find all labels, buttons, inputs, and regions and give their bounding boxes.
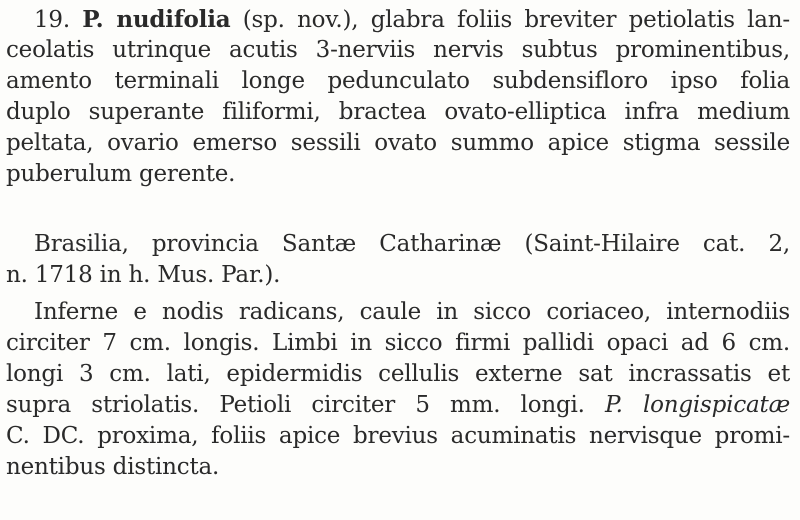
text-segment: ceolatis utrinque acutis 3-nerviis nervis subtus prominentibus, bbox=[6, 37, 790, 63]
text-segment: peltata, ovario emerso sessili ovato summo apice stigma sessile bbox=[6, 130, 790, 156]
text-line bbox=[6, 4, 790, 35]
text-line bbox=[6, 229, 790, 260]
paragraph-locality bbox=[6, 229, 790, 291]
text-segment: nentibus distincta. bbox=[6, 454, 220, 480]
text-segment: 19. bbox=[34, 7, 83, 33]
text-segment: amento terminali longe pedunculato subdensifloro ipso folia bbox=[6, 68, 790, 94]
text-line bbox=[6, 260, 790, 291]
text-segment: (sp. nov.), glabra foliis breviter petiolatis lan- bbox=[230, 7, 790, 33]
text-line bbox=[6, 97, 790, 128]
text-line bbox=[6, 297, 790, 328]
text-line bbox=[6, 128, 790, 159]
text-segment: Inferne e nodis radicans, caule in sicco coriaceo, internodiis bbox=[34, 299, 790, 325]
paragraph-diagnosis bbox=[6, 4, 790, 190]
text-line bbox=[6, 35, 790, 66]
text-line bbox=[6, 359, 790, 390]
text-segment: n. 1718 in h. Mus. Par.). bbox=[6, 262, 281, 288]
text-line bbox=[6, 66, 790, 97]
species-name: P. nudifolia bbox=[82, 6, 231, 33]
text-line bbox=[6, 328, 790, 359]
text-segment: puberulum gerente. bbox=[6, 161, 236, 187]
text-line bbox=[6, 159, 790, 190]
species-reference: P. longispicatæ bbox=[605, 392, 790, 418]
text-line bbox=[6, 390, 790, 421]
text-segment: supra striolatis. Petioli circiter 5 mm. longi. bbox=[6, 392, 605, 418]
text-segment: duplo superante filiformi, bractea ovato-elliptica infra medium bbox=[6, 99, 790, 125]
text-segment: C. DC. proxima, foliis apice brevius acuminatis nervisque promi- bbox=[6, 423, 790, 449]
text-segment: Brasilia, provincia Santæ Catharinæ (Saint-Hilaire cat. 2, bbox=[34, 231, 790, 257]
text-line bbox=[6, 421, 790, 452]
text-segment: longi 3 cm. lati, epidermidis cellulis externe sat incrassatis et bbox=[6, 361, 790, 387]
text-segment: circiter 7 cm. longis. Limbi in sicco firmi pallidi opaci ad 6 cm. bbox=[6, 330, 790, 356]
text-line bbox=[6, 452, 790, 483]
paragraph-description bbox=[6, 297, 790, 483]
